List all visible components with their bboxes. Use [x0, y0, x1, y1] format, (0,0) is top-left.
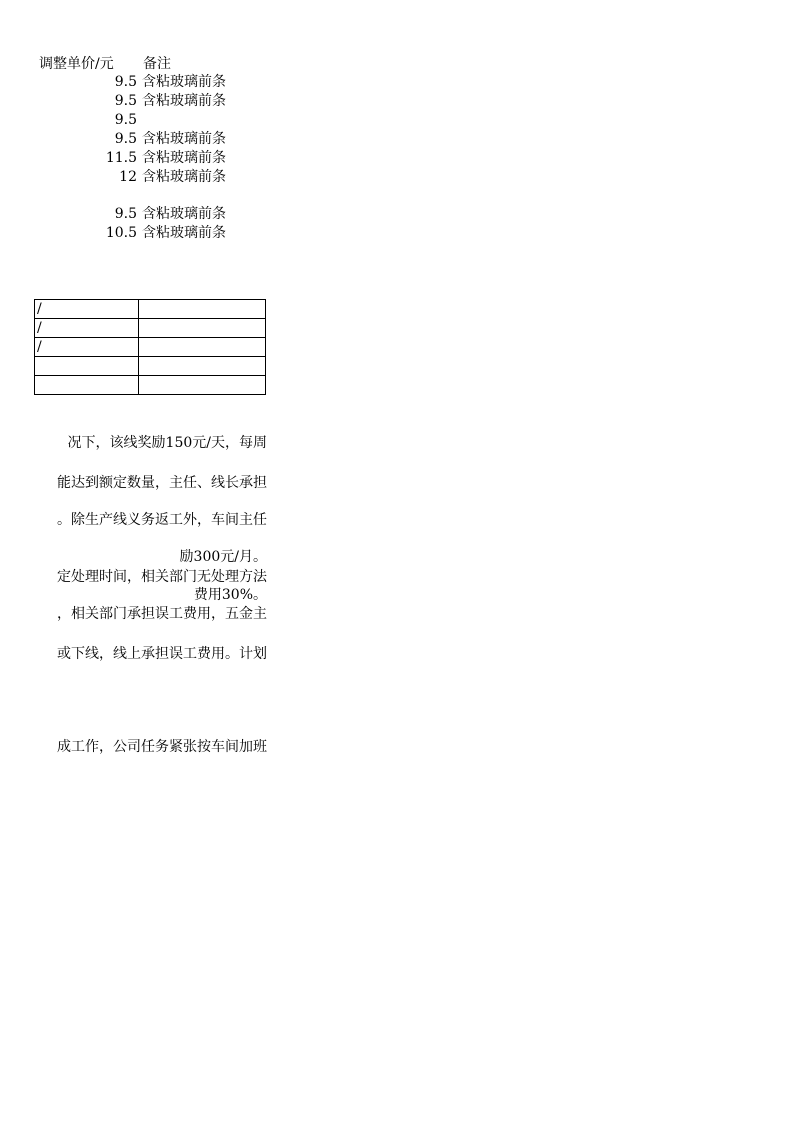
price-cell: 9.5: [114, 131, 137, 147]
note-line: 成工作，公司任务紧张按车间加班: [57, 739, 267, 755]
remark-cell: 含粘玻璃前条: [142, 169, 226, 185]
note-line: 定处理时间，相关部门无处理方法: [57, 569, 267, 585]
grid-cell: /: [35, 300, 139, 319]
price-cell: 9.5: [114, 206, 137, 222]
price-cell: 9.5: [114, 74, 137, 90]
price-cell: 12: [119, 169, 137, 185]
remark-cell: 含粘玻璃前条: [142, 150, 226, 166]
note-line: 况下，该线奖励150元/天，每周: [67, 435, 267, 451]
remark-cell: 含粘玻璃前条: [142, 74, 226, 90]
note-line: 费用30%。: [193, 587, 267, 603]
header-adjusted-price: 调整单价/元: [39, 56, 114, 72]
remark-cell: 含粘玻璃前条: [142, 93, 226, 109]
remark-cell: 含粘玻璃前条: [142, 225, 226, 241]
note-line: 。除生产线义务返工外，车间主任: [57, 512, 267, 528]
header-remark: 备注: [143, 56, 171, 72]
note-line: ，相关部门承担误工费用，五金主: [57, 606, 267, 622]
remark-cell: 含粘玻璃前条: [142, 206, 226, 222]
price-cell: 10.5: [105, 225, 137, 241]
grid-cell: /: [35, 338, 139, 357]
price-cell: 9.5: [114, 93, 137, 109]
grid-cell: /: [35, 319, 139, 338]
clipped-notes: [0, 0, 267, 800]
note-line: 能达到额定数量，主任、线长承担: [57, 475, 267, 491]
price-cell: 11.5: [105, 150, 137, 166]
note-line: 励300元/月。: [179, 549, 267, 565]
note-line: 或下线，线上承担误工费用。计划: [57, 646, 267, 662]
price-cell: 9.5: [114, 112, 137, 128]
remark-cell: 含粘玻璃前条: [142, 131, 226, 147]
